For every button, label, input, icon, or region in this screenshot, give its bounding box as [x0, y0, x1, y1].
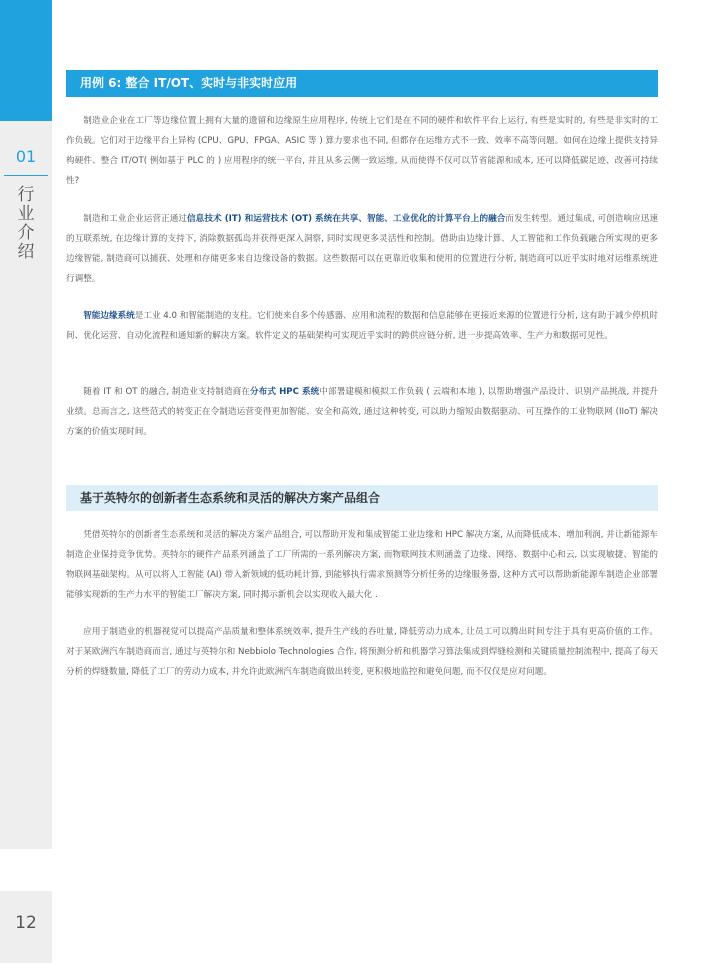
chapter-title-char: 行	[17, 185, 35, 205]
section-heading-use-case-6: 用例 6: 整合 IT/OT、实时与非实时应用	[66, 70, 658, 97]
sidebar	[0, 0, 52, 849]
emphasis-text: 信息技术 (IT) 和运营技术 (OT) 系统在共享、智能、工业优化的计算平台上的融合	[187, 214, 506, 224]
paragraph-text: 是工业 4.0 和智能制造的支柱。它们使来自多个传感器、应用和流程的数据和信息能够在更接近来源的位置进行分析, 这有助于减少停机时间、优化运营、自动化流程和通知新的解决方案。软件定义的基础架构可实现近乎实时的跨供应链分析, 进一步提高效率、生产力和数据可见性。	[66, 311, 658, 341]
chapter-title-char: 绍	[17, 242, 35, 262]
paragraph	[66, 382, 658, 442]
paragraph-text: 中部署建模和模拟工作负载 ( 云端和本地 ), 以帮助增强产品设计、识别产品挑战, 并提升业绩。总而言之, 这些范式的转变正在令制造运营变得更加智能、安全和高效, 通过这种转变, 可以助力缩短由数据驱动、可互操作的工业物联网 (IIoT) 解决方案的价值实现时间。	[66, 387, 658, 437]
paragraph-text: 而发生转型。通过集成, 可创造响应迅速的互联系统, 在边缘计算的支持下, 消除数据孤岛并获得更深入洞察, 同时实现更多灵活性和控制。借助由边缘计算、人工智能和工作负载融合所实现的更多边缘智能, 制造商可以捕获、处理和存储更多来自边缘设备的数据。这些数据可以在更靠近收集和使用的位置进行分析, 制造商可以近乎实时地对运维系统进行调整。	[66, 214, 658, 284]
chapter-title-char: 介	[17, 223, 35, 243]
paragraph	[66, 306, 658, 346]
chapter-number: 01	[15, 147, 37, 166]
paragraph-text: 凭借英特尔的创新者生态系统和灵活的解决方案产品组合, 可以帮助开发和集成智能工业边缘和 HPC 解决方案, 从而降低成本、增加利润, 并让新能源车制造企业保持竞争优势。英特尔的硬件产品系列涵盖了工厂所需的一系列解决方案, 而物联网技术则涵盖了边缘、网络、数据中心和云, 以实现敏捷、智能的物联网基础架构。从可以将人工智能 (AI) 带入新领域的低功耗计算, 到能够执行需求预测等分析任务的边缘服务器, 这种方式可以帮助新能源车制造企业部署能够实现新的生产力水平的智能工厂解决方案, 同时揭示新机会以实现收入最大化 .	[66, 530, 658, 600]
paragraph-text: 制造业企业在工厂等边缘位置上拥有大量的遗留和边缘原生应用程序, 传统上它们是在不同的硬件和软件平台上运行, 有些是实时的, 有些是非实时的工作负载。它们对于边缘平台上异构 (CPU、GPU、FPGA、ASIC 等 ) 算力要求也不同, 但都存在运维方式不一致、效率不高等问题。如何在边缘上提供支持异构硬件、整合 IT/OT( 例如基于 PLC 的 ) 应用程序的统一平台, 并且从多云侧一致运维, 从而使得不仅可以节省能源和成本, 还可以降低碳足迹、改善可持续性?	[66, 116, 658, 186]
paragraph-text: 制造和工业企业运营正通过	[83, 214, 188, 224]
page-number: 12	[15, 913, 37, 933]
chapter-title	[0, 186, 52, 262]
paragraph	[66, 622, 658, 682]
paragraph	[66, 209, 658, 289]
paragraph-text: 随着 IT 和 OT 的融合, 制造业支持制造商在	[83, 387, 250, 397]
chapter-divider	[4, 175, 48, 176]
sidebar-accent-bar	[0, 0, 52, 121]
paragraph	[66, 525, 658, 605]
emphasis-text: 分布式 HPC 系统	[250, 387, 320, 397]
paragraph-text: 应用于制造业的机器视觉可以提高产品质量和整体系统效率, 提升生产线的吞吐量, 降低劳动力成本, 让员工可以腾出时间专注于具有更高价值的工作。对于某欧洲汽车制造商而言, 通过与英特尔和 Nebbiolo Technologies 合作, 将预测分析和机器学习算法集成到焊缝检测和关键质量控制流程中, 提高了每天分析的焊缝数量, 降低了工厂的劳动力成本, 并允许此欧洲汽车制造商做出转变, 更积极地监控和避免问题, 而不仅仅是应对问题。	[66, 627, 658, 677]
paragraph	[66, 111, 658, 191]
emphasis-text: 智能边缘系统	[83, 311, 135, 321]
chapter-title-char: 业	[17, 204, 35, 224]
section-heading-ecosystem: 基于英特尔的创新者生态系统和灵活的解决方案产品组合	[66, 485, 658, 511]
